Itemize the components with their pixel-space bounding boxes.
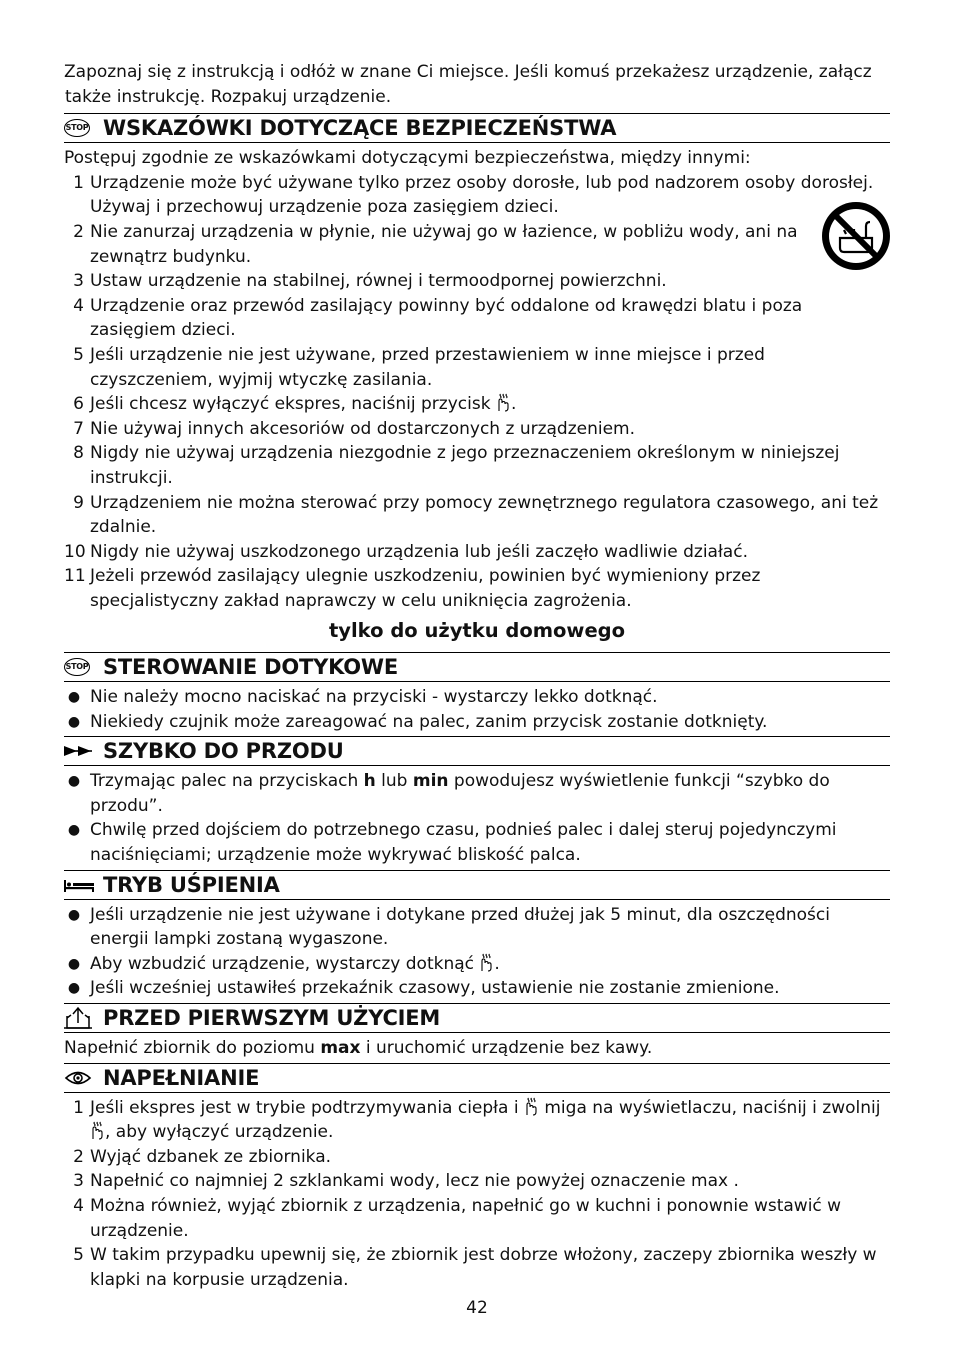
- touch-list: [64, 685, 890, 734]
- safety-list: [64, 171, 890, 614]
- section-header-touch: [64, 652, 890, 682]
- section-title-safety: WSKAZÓWKI DOTYCZĄCE BEZPIECZEŃSTWA: [103, 116, 617, 141]
- filling-list: [64, 1096, 890, 1293]
- list-item: 8 Nigdy nie używaj urządzenia niezgodnie z jego przeznaczeniem określonym w niniejszej instrukcji.: [73, 443, 840, 488]
- hand-touch-icon: [479, 953, 494, 972]
- list-item: 2 Nie zanurzaj urządzenia w płynie, nie używaj go w łazience, w pobliżu wody, ani na zewnątrz budynku.: [73, 221, 798, 267]
- hand-touch-icon: [90, 1121, 105, 1140]
- bed-icon: [64, 874, 94, 896]
- intro-line-2: także instrukcję. Rozpakuj urządzenie.: [65, 86, 392, 107]
- intro-paragraph: [64, 60, 890, 109]
- stop-icon: STOP: [64, 117, 94, 139]
- list-item: ● Jeśli wcześniej ustawiłeś przekaźnik czasowy, ustawienie nie zostanie zmienione.: [67, 978, 780, 999]
- section-header-filling: [64, 1063, 890, 1093]
- list-item: 5 W takim przypadku upewnij się, że zbiornik jest dobrze włożony, zaczepy zbiornika weszły w klapki na korpusie urządzenia.: [73, 1245, 877, 1290]
- eye-icon: [64, 1067, 94, 1089]
- section-header-safety: [64, 113, 890, 143]
- list-item: 3 Napełnić co najmniej 2 szklankami wody, lecz nie powyżej oznaczenie max .: [73, 1171, 739, 1192]
- list-item: 6 Jeśli chcesz wyłączyć ekspres, naciśnij przycisk .: [73, 394, 517, 415]
- manual-page: [64, 60, 890, 1292]
- fast-forward-icon: [64, 740, 94, 762]
- section-title-touch: STEROWANIE DOTYKOWE: [103, 655, 399, 680]
- list-item: ● Niekiedy czujnik może zareagować na palec, zanim przycisk zostanie dotknięty.: [67, 711, 768, 732]
- hand-touch-icon: [496, 393, 511, 412]
- list-item: ● Aby wzbudzić urządzenie, wystarczy dotknąć .: [67, 953, 500, 974]
- list-item: 1 Jeśli ekspres jest w trybie podtrzymywania ciepła i miga na wyświetlaczu, naciśnij i zwolnij , aby wyłączyć urządzenie.: [73, 1097, 881, 1143]
- section-header-sleep: [64, 870, 890, 900]
- list-item: 4 Można również, wyjąć zbiornik z urządzenia, napełnić go w kuchni i ponownie wstawić w urządzenie.: [73, 1195, 842, 1241]
- hand-touch-icon: [524, 1097, 539, 1116]
- list-item: 11 Jeżeli przewód zasilający ulegnie uszkodzeniu, powinien być wymieniony przez specjalistyczny zakład naprawczy w celu uniknięcia zagrożenia.: [64, 566, 761, 611]
- list-item: 3 Ustaw urządzenie na stabilnej, równej i termoodpornej powierzchni.: [73, 271, 667, 292]
- list-item: 1 Urządzenie może być używane tylko przez osoby dorosłe, lub pod nadzorem osoby dorosłej. Używaj i przechowuj urządzenie poza zasięgiem dzieci.: [73, 172, 874, 218]
- sleep-list: [64, 903, 890, 1001]
- stop-icon: STOP: [64, 656, 94, 678]
- list-item: 5 Jeśli urządzenie nie jest używane, przed przestawieniem w inne miejsce i przed czyszczeniem, wyjmij wtyczkę zasilania.: [73, 344, 765, 390]
- list-item: ● Jeśli urządzenie nie jest używane i dotykane przed dłużej jak 5 minut, dla oszczędności energii lampki zostaną wygaszone.: [67, 904, 830, 950]
- first-use-text: Napełnić zbiornik do poziomu max i uruchomić urządzenie bez kawy.: [64, 1038, 653, 1058]
- section-title-fast-forward: SZYBKO DO PRZODU: [103, 739, 344, 764]
- section-title-first-use: PRZED PIERWSZYM UŻYCIEM: [103, 1006, 441, 1030]
- list-item: 7 Nie używaj innych akcesoriów od dostarczonych z urządzeniem.: [73, 418, 636, 439]
- section-header-fast-forward: [64, 736, 890, 766]
- list-item: 10 Nigdy nie używaj uszkodzonego urządzenia lub jeśli zaczęło wadliwie działać.: [64, 541, 748, 562]
- first-use-icon: [64, 1007, 94, 1029]
- no-water-bath-icon: [820, 200, 892, 272]
- intro-line-1: Zapoznaj się z instrukcją i odłóż w znane Ci miejsce. Jeśli komuś przekażesz urządzenie, załącz: [64, 62, 872, 82]
- list-item: ● Chwilę przed dojściem do potrzebnego czasu, podnieś palec i dalej steruj pojedynczymi naciśnięciami; urządzenie może wykrywać bliskość palca.: [67, 820, 837, 866]
- page-number: 42: [466, 1298, 488, 1318]
- list-item: ● Nie należy mocno naciskać na przyciski - wystarczy lekko dotknąć.: [67, 687, 658, 708]
- section-title-filling: NAPEŁNIANIE: [103, 1065, 260, 1090]
- safety-lead: Postępuj zgodnie ze wskazówkami dotyczącymi bezpieczeństwa, między innymi:: [64, 148, 751, 169]
- list-item: 2 Wyjąć dzbanek ze zbiornika.: [73, 1146, 332, 1167]
- list-item: 4 Urządzenie oraz przewód zasilający powinny być oddalone od krawędzi blatu i poza zasięgiem dzieci.: [73, 295, 803, 341]
- list-item: 9 Urządzeniem nie można sterować przy pomocy zewnętrznego regulatora czasowego, ani też zdalnie.: [73, 492, 879, 538]
- section-header-first-use: [64, 1003, 890, 1033]
- fast-forward-list: [64, 769, 890, 867]
- list-item: ● Trzymając palec na przyciskach h lub min powodujesz wyświetlenie funkcji “szybko do przodu”.: [67, 771, 830, 816]
- household-use-note: tylko do użytku domowego: [328, 619, 626, 643]
- section-title-sleep: TRYB UŚPIENIA: [103, 872, 280, 897]
